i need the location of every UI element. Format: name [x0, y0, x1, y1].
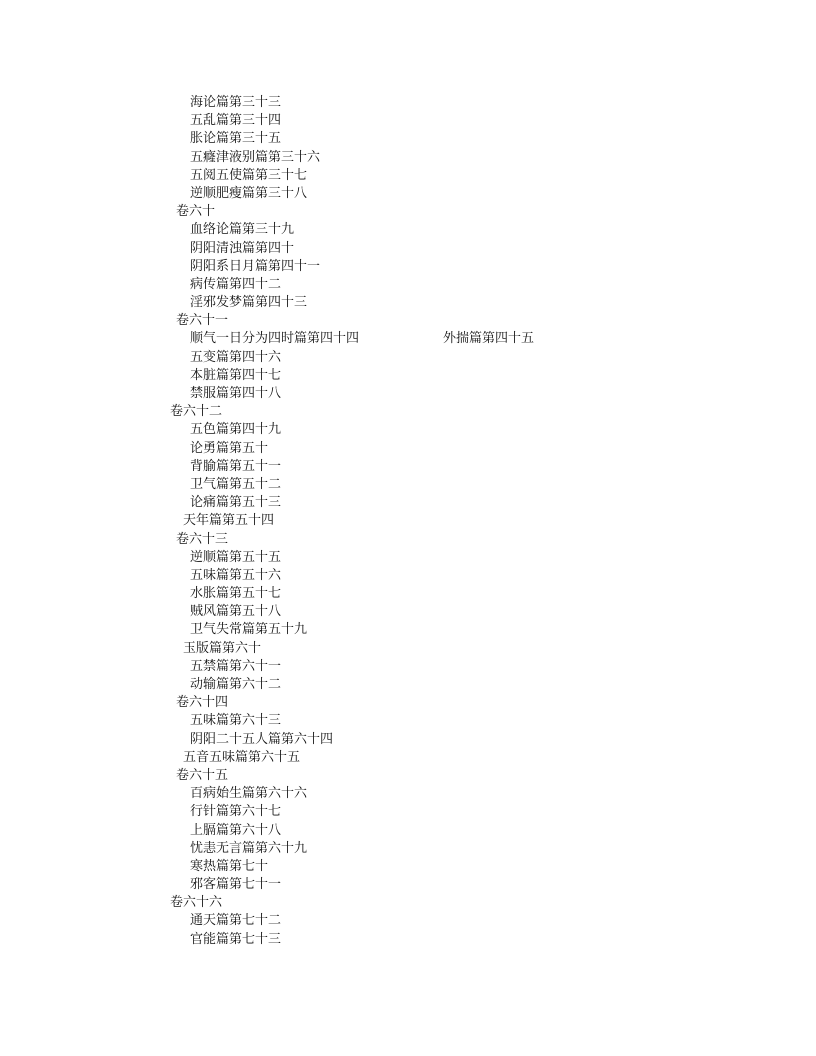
chapter-entry: [0, 876, 816, 894]
chapter-entry: [0, 221, 816, 239]
chapter-entry: [0, 603, 816, 621]
chapter-title: 寒热篇第七十: [190, 858, 269, 874]
chapter-title: 胀论篇第三十五: [190, 131, 282, 147]
chapter-entry: [0, 640, 816, 658]
chapter-entry: [0, 349, 816, 367]
chapter-title: 动输篇第六十二: [190, 677, 282, 692]
chapter-title: 血络论篇第三十九: [190, 222, 295, 238]
chapter-entry: [0, 167, 816, 185]
chapter-entry: [0, 840, 816, 858]
chapter-title: 本脏篇第四十七: [190, 367, 282, 383]
chapter-title: 贼风篇第五十八: [190, 604, 282, 620]
volume-heading-text: 卷六十五: [176, 767, 229, 783]
chapter-entry: [0, 567, 816, 585]
chapter-entry: [0, 512, 816, 530]
chapter-title: 病传篇第四十二: [190, 276, 282, 292]
chapter-entry: [0, 185, 816, 203]
chapter-title: 阴阳清浊篇第四十: [190, 240, 295, 256]
chapter-title: 五乱篇第三十四: [190, 113, 282, 129]
chapter-title: 五味篇第六十三: [190, 713, 282, 729]
chapter-entry: [0, 803, 816, 821]
chapter-entry: [0, 330, 816, 348]
volume-heading-text: 卷六十一: [176, 313, 229, 329]
chapter-title: 通天篇第七十二: [190, 913, 282, 929]
chapter-title-secondary: 外揣篇第四十五: [443, 331, 535, 347]
chapter-title: 官能篇第七十三: [190, 931, 282, 947]
volume-heading: [0, 203, 816, 221]
chapter-entry: [0, 658, 816, 676]
chapter-entry: [0, 931, 816, 949]
chapter-entry: [0, 130, 816, 148]
volume-heading-text: 卷六十二: [170, 404, 223, 420]
chapter-entry: [0, 621, 816, 639]
chapter-title: 阴阳系日月篇第四十一: [190, 258, 321, 274]
chapter-title: 阴阳二十五人篇第六十四: [190, 731, 334, 747]
chapter-entry: [0, 149, 816, 167]
chapter-title: 五变篇第四十六: [190, 349, 282, 365]
chapter-title: 逆顺肥瘦篇第三十八: [190, 185, 308, 201]
table-of-contents: [0, 94, 816, 949]
chapter-title: 顺气一日分为四时篇第四十四: [190, 331, 360, 347]
chapter-title: 卫气失常篇第五十九: [190, 622, 308, 638]
chapter-entry: [0, 367, 816, 385]
chapter-entry: [0, 749, 816, 767]
volume-heading: [0, 403, 816, 421]
volume-heading-text: 卷六十: [176, 204, 216, 220]
chapter-entry: [0, 440, 816, 458]
chapter-title: 玉版篇第六十: [183, 640, 262, 656]
chapter-entry: [0, 785, 816, 803]
chapter-entry: [0, 585, 816, 603]
volume-heading-text: 卷六十四: [176, 695, 229, 711]
volume-heading: [0, 894, 816, 912]
chapter-entry: [0, 858, 816, 876]
chapter-title: 背腧篇第五十一: [190, 458, 282, 474]
chapter-entry: [0, 294, 816, 312]
chapter-title: 邪客篇第七十一: [190, 877, 282, 893]
chapter-title: 论痛篇第五十三: [190, 495, 282, 511]
chapter-title: 五禁篇第六十一: [190, 658, 282, 674]
chapter-title: 海论篇第三十三: [190, 95, 282, 110]
chapter-title: 论勇篇第五十: [190, 440, 269, 456]
chapter-title: 五色篇第四十九: [190, 422, 282, 438]
chapter-entry: [0, 731, 816, 749]
chapter-title: 上膈篇第六十八: [190, 822, 282, 838]
chapter-entry: [0, 276, 816, 294]
chapter-entry: [0, 112, 816, 130]
volume-heading-text: 卷六十三: [176, 531, 229, 547]
chapter-entry: [0, 712, 816, 730]
chapter-title: 忧恚无言篇第六十九: [190, 840, 308, 856]
chapter-title: 行针篇第六十七: [190, 804, 282, 820]
chapter-title: 卫气篇第五十二: [190, 476, 282, 492]
chapter-title: 五阅五使篇第三十七: [190, 167, 308, 183]
chapter-entry: [0, 549, 816, 567]
chapter-entry: [0, 476, 816, 494]
chapter-title: 百病始生篇第六十六: [190, 786, 308, 802]
chapter-entry: [0, 676, 816, 694]
volume-heading: [0, 312, 816, 330]
chapter-entry: [0, 385, 816, 403]
chapter-title: 水胀篇第五十七: [190, 586, 282, 602]
chapter-title: 五音五味篇第六十五: [183, 749, 301, 765]
chapter-title: 禁服篇第四十八: [190, 386, 282, 401]
volume-heading: [0, 767, 816, 785]
chapter-title: 逆顺篇第五十五: [190, 549, 282, 565]
chapter-entry: [0, 822, 816, 840]
chapter-entry: [0, 458, 816, 476]
volume-heading: [0, 531, 816, 549]
volume-heading-text: 卷六十六: [170, 895, 223, 911]
chapter-title: 天年篇第五十四: [183, 513, 275, 529]
chapter-title: 五癃津液别篇第三十六: [190, 149, 321, 165]
chapter-title: 五味篇第五十六: [190, 567, 282, 583]
chapter-entry: [0, 258, 816, 276]
chapter-entry: [0, 494, 816, 512]
chapter-entry: [0, 94, 816, 112]
volume-heading: [0, 694, 816, 712]
chapter-entry: [0, 240, 816, 258]
chapter-entry: [0, 421, 816, 439]
chapter-entry: [0, 912, 816, 930]
chapter-title: 淫邪发梦篇第四十三: [190, 295, 308, 311]
